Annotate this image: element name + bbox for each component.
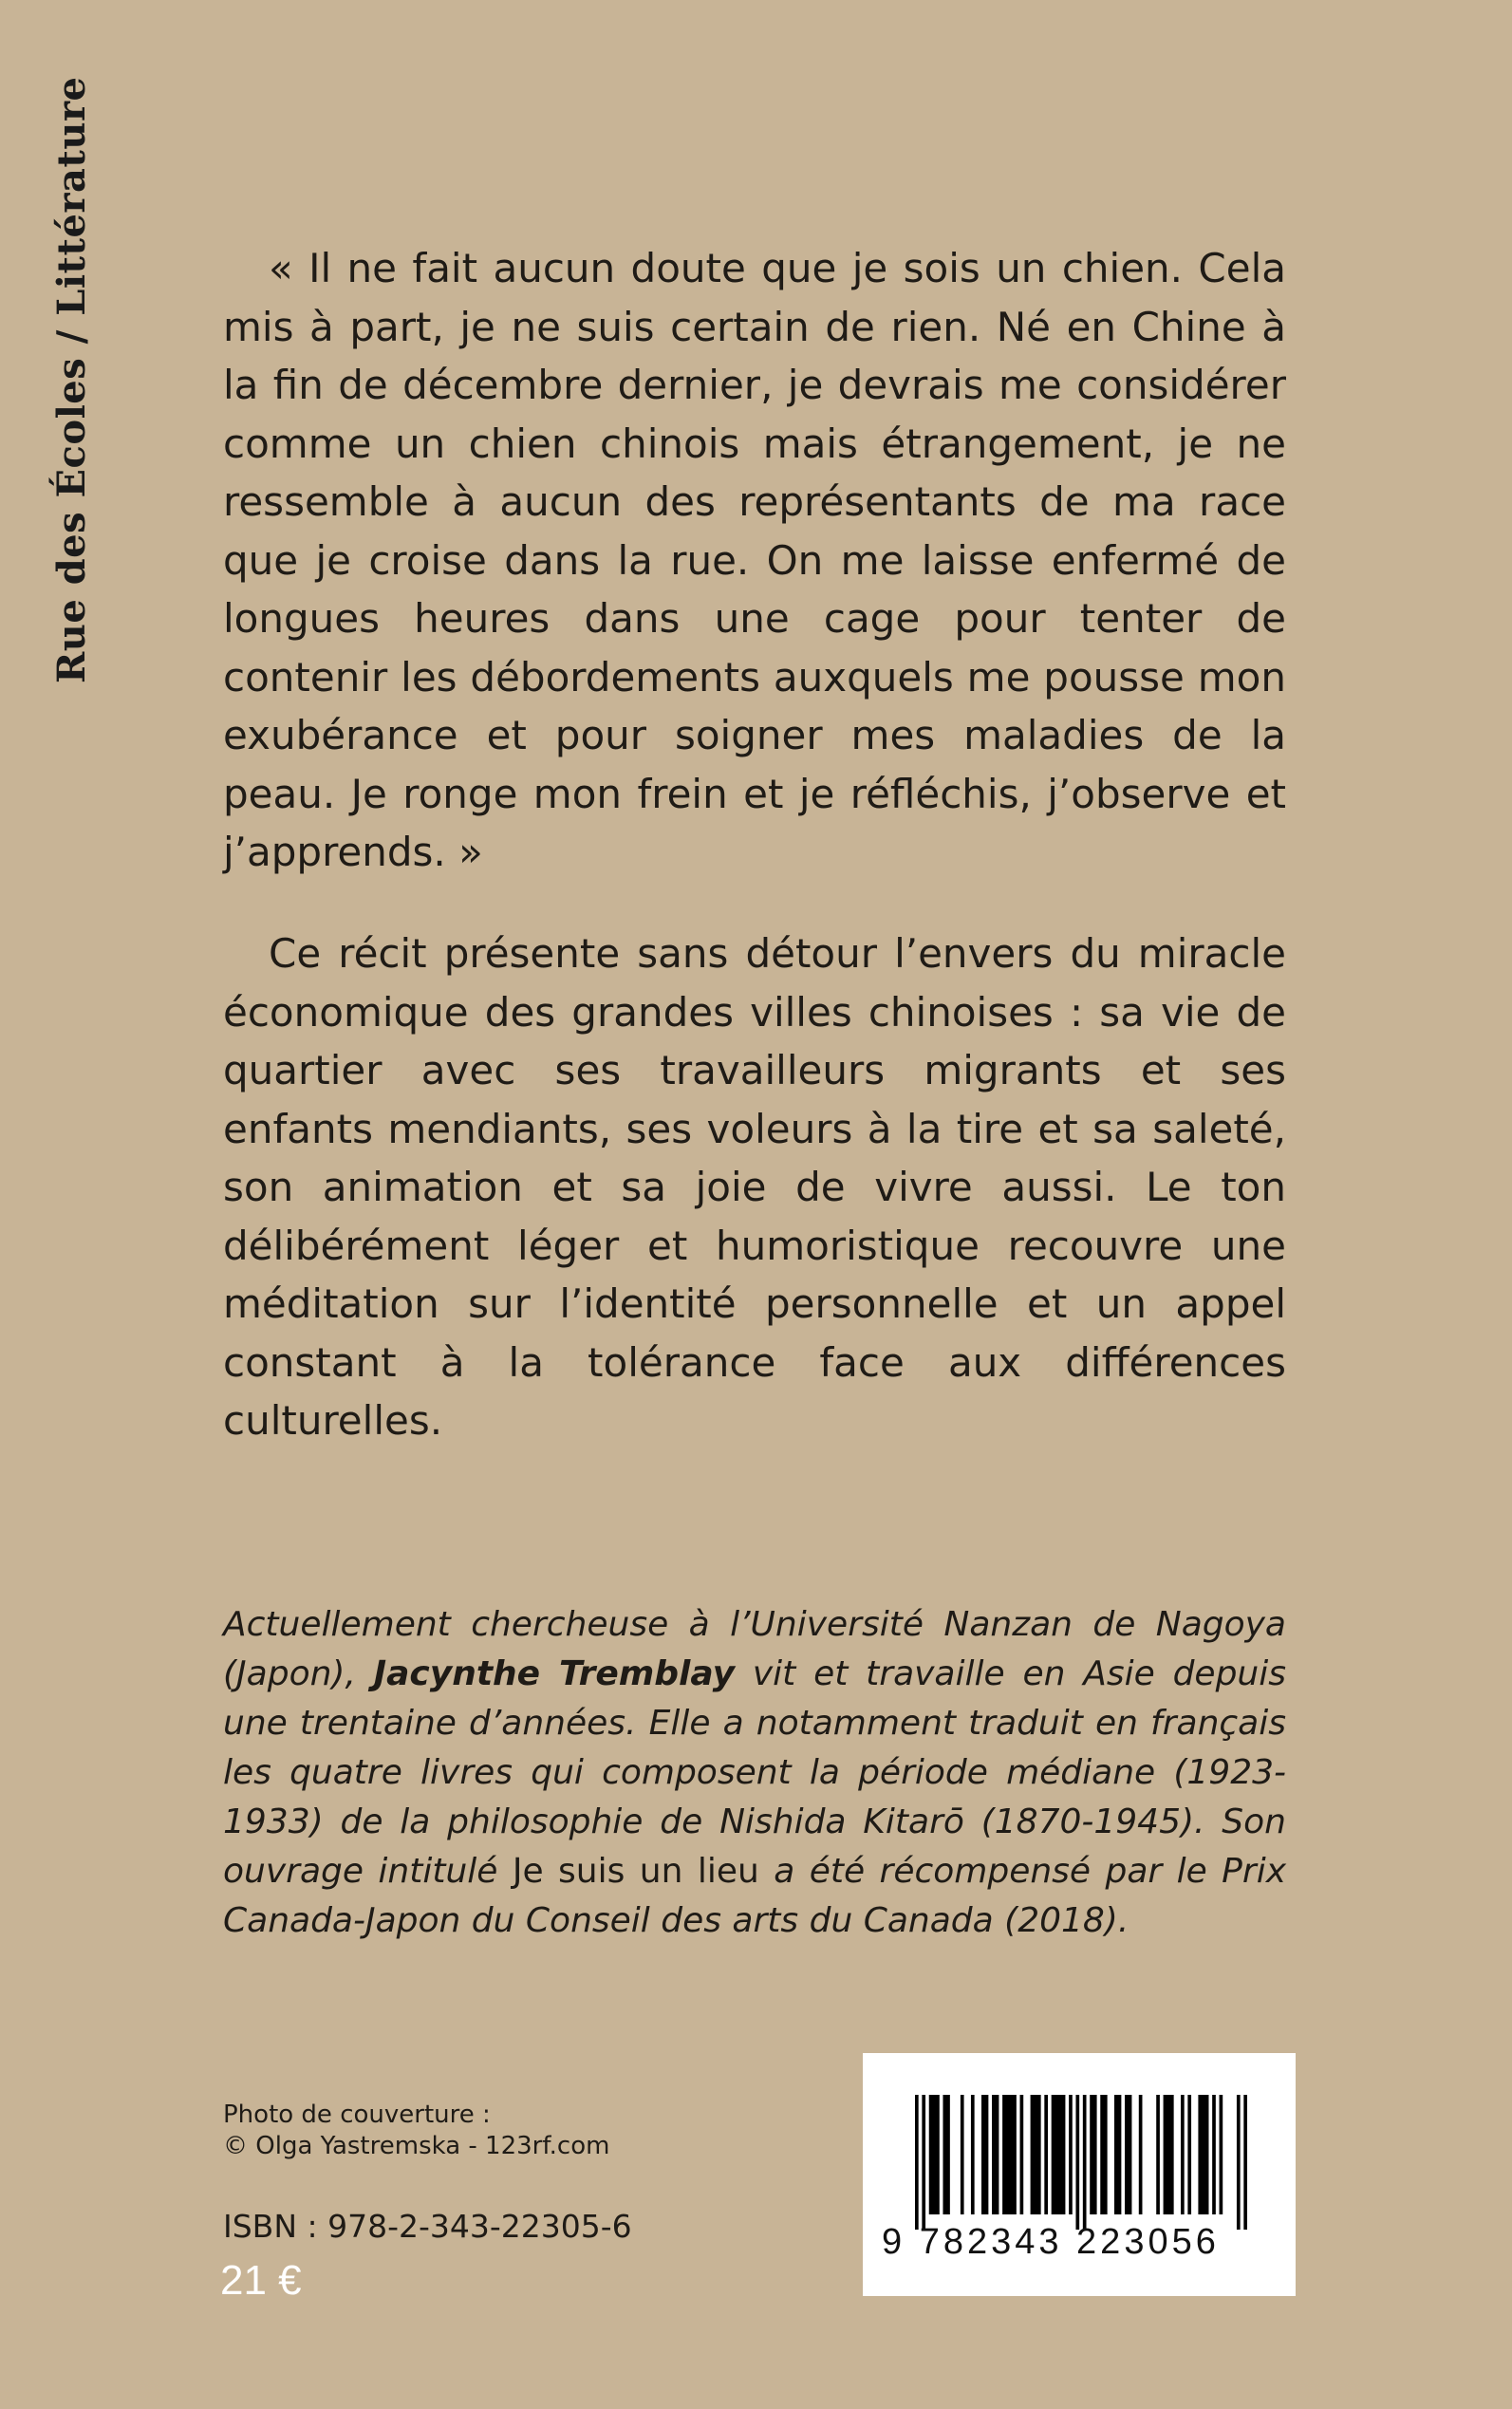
- series-label: Rue des Écoles / Littérature: [49, 76, 94, 683]
- author-bio: [223, 1600, 1286, 1946]
- barcode-bar: [1100, 2095, 1107, 2214]
- barcode-bar: [1164, 2095, 1174, 2214]
- barcode-bar: [1090, 2095, 1096, 2214]
- bio-text-part1: Actuellement chercheuse à l’Université Nanzan de Nagoya (Japon),: [223, 1605, 1286, 1693]
- barcode-bar: [1125, 2095, 1131, 2214]
- price-label: 21 €: [220, 2257, 302, 2304]
- barcode-bar: [943, 2095, 949, 2214]
- bio-text-part3: a été récompensé par le Prix Canada-Japon du Conseil des arts du Canada (2018).: [223, 1852, 1287, 1940]
- barcode-bar: [1044, 2095, 1048, 2214]
- barcode-guard-bar: [922, 2095, 925, 2230]
- book-title: Je suis un lieu: [512, 1852, 759, 1891]
- photo-credit-label: Photo de couverture :: [223, 2101, 491, 2129]
- barcode-bar: [1220, 2095, 1223, 2214]
- barcode-bar: [1052, 2095, 1066, 2214]
- barcode-bar: [1114, 2095, 1121, 2214]
- barcode-number: 9 782343 223056: [882, 2222, 1220, 2262]
- barcode-bar: [1139, 2095, 1143, 2214]
- barcode-bar: [1031, 2095, 1041, 2214]
- barcode-bar: [929, 2095, 940, 2214]
- barcode-bar: [1156, 2095, 1160, 2214]
- barcode-bar: [961, 2095, 964, 2214]
- barcode-bar: [1020, 2095, 1024, 2214]
- barcode-bar: [1069, 2095, 1073, 2214]
- barcode-guard-bar: [915, 2095, 919, 2230]
- photo-credit: [223, 2100, 609, 2162]
- barcode-bar: [1187, 2095, 1191, 2214]
- barcode-bars: [915, 2095, 1247, 2230]
- barcode-bar: [971, 2095, 975, 2214]
- photo-credit-source: © Olga Yastremska - 123rf.com: [223, 2132, 610, 2160]
- barcode-bar: [1181, 2095, 1185, 2214]
- barcode-guard-bar: [1083, 2095, 1087, 2230]
- barcode-bar: [992, 2095, 999, 2214]
- barcode-panel: [863, 2053, 1296, 2296]
- blurb-quote-paragraph: « Il ne fait aucun doute que je sois un chien. Cela mis à part, je ne suis certain de rien. Né en Chine à la fin de décembre dernier, je devrais me considérer comme un chien chinois mais étrangement, je ne ressemble à aucun des représentants de ma race que je croise dans la rue. On me laisse enfermé de longues heures dans une cage pour tenter de contenir les débordements auxquels me pousse mon exubérance et pour soigner mes maladies de la peau. Je ronge mon frein et je réfléchis, j’observe et j’apprends. »: [223, 245, 1286, 875]
- barcode-guard-bar: [1237, 2095, 1241, 2230]
- author-name: Jacynthe Tremblay: [373, 1654, 736, 1693]
- barcode-guard-bar: [1243, 2095, 1247, 2230]
- barcode-bar: [1198, 2095, 1208, 2214]
- bio-text-part2: vit et travaille en Asie depuis une trentaine d’années. Elle a notamment traduit en français les quatre livres qui composent la période médiane (1923-1933) de la philosophie de Nishida Kitarō (1870-1945). Son ouvrage intitulé: [223, 1654, 1286, 1891]
- barcode-bar: [1002, 2095, 1017, 2214]
- blurb-summary-paragraph: Ce récit présente sans détour l’envers du miracle économique des grandes villes chinoises : sa vie de quartier avec ses travailleurs migrants et ses enfants mendiants, ses voleurs à la tire et sa saleté, son animation et sa joie de vivre aussi. Le ton délibérément léger et humoristique recouvre une méditation sur l’identité personnelle et un appel constant à la tolérance face aux différences culturelles.: [223, 930, 1286, 1444]
- barcode-guard-bar: [1075, 2095, 1079, 2230]
- isbn-text: ISBN : 978-2-343-22305-6: [223, 2208, 632, 2245]
- barcode-bar: [1212, 2095, 1216, 2214]
- barcode-bar: [981, 2095, 988, 2214]
